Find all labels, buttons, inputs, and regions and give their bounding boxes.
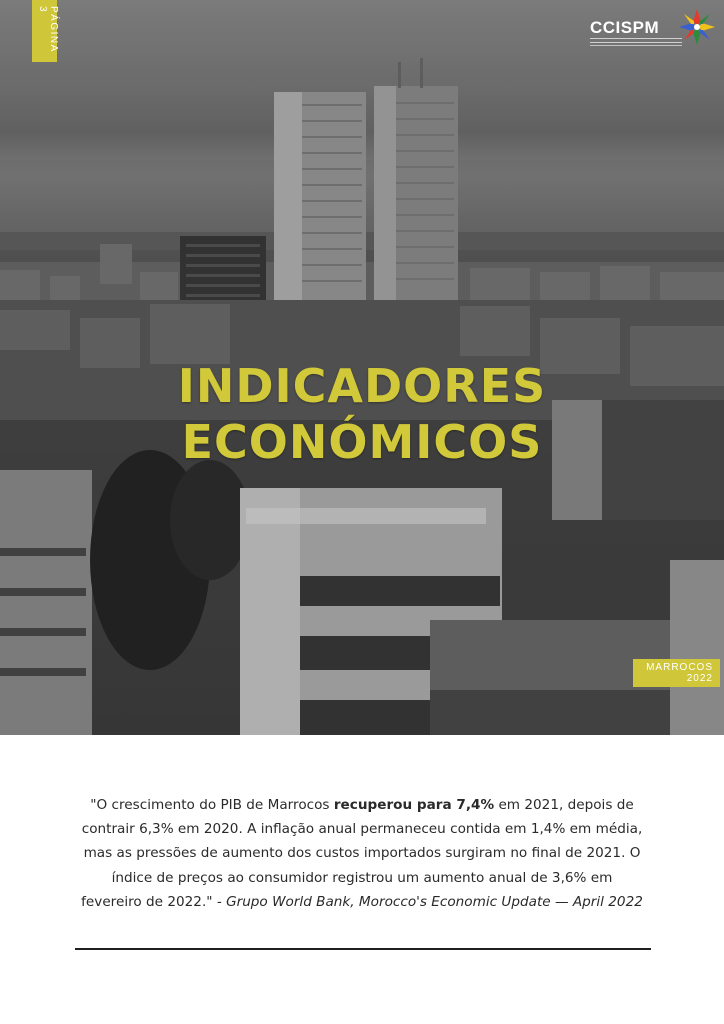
economic-quote — [80, 793, 644, 915]
quote-source: - Grupo World Bank, Morocco's Economic Update — April 2022 — [216, 894, 643, 911]
title-line-1: INDICADORES — [177, 359, 547, 413]
divider-line — [75, 948, 651, 950]
logo-subtitle-lines — [590, 38, 682, 43]
quote-part-1: "O crescimento do PIB de Marrocos — [90, 796, 334, 813]
country-label: MARROCOS — [646, 662, 713, 673]
logo-subtitle-lines-2 — [590, 45, 682, 48]
quote-part-2: em 2021, depois de contrair 6,3% em 2020. A inflação anual permaneceu contida em 1,4% em média, mas as pressões de aumento dos custos importados surgiram no final de 2021. O índice de preços ao consumidor registrou um aumento anual de 3,6% em fevereiro de 2022." — [81, 796, 643, 911]
country-year-tab — [633, 659, 720, 687]
quote-highlight: recuperou para 7,4% — [333, 796, 495, 813]
title-line-2: ECONÓMICOS — [181, 415, 543, 469]
logo-name: CCISPM — [590, 18, 660, 37]
star-mosaic-icon — [676, 6, 718, 48]
year-label: 2022 — [686, 673, 713, 684]
page-label: PÁGINA 3 — [37, 6, 59, 53]
ccispm-logo — [590, 6, 720, 52]
page-number-tab — [32, 0, 57, 62]
page-title — [0, 358, 724, 470]
